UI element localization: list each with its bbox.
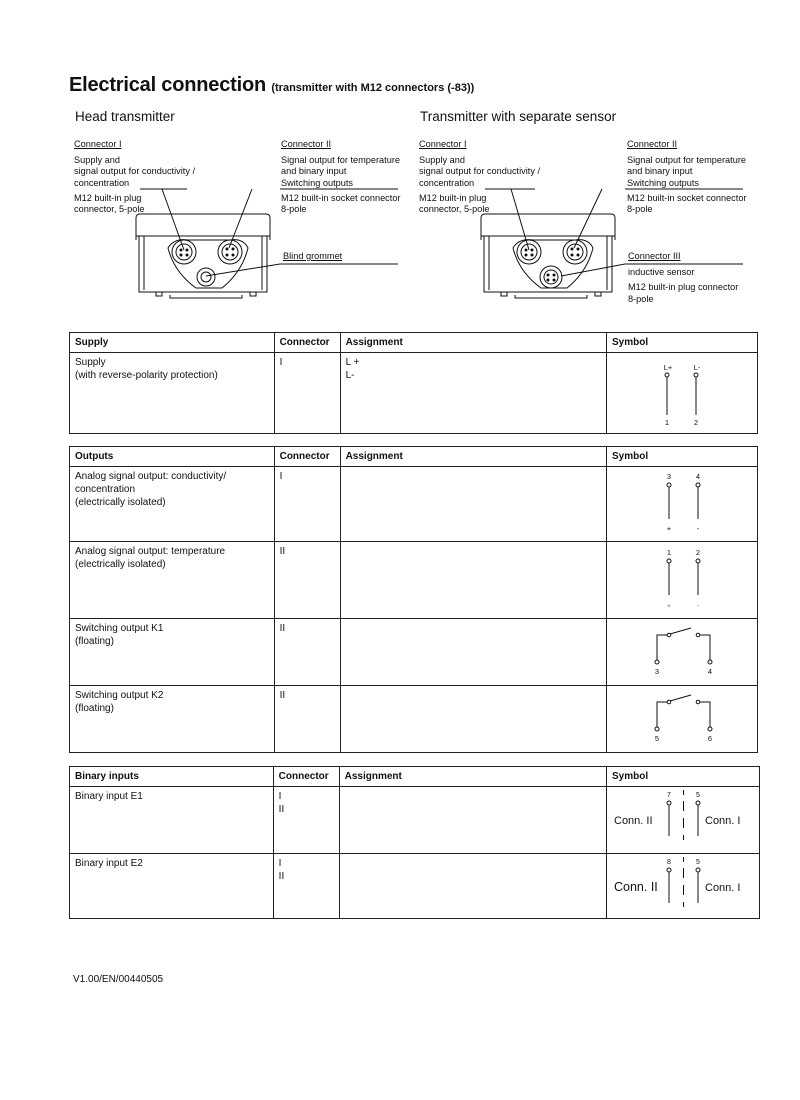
- table-row: [70, 854, 760, 919]
- row-assignment: [340, 467, 606, 542]
- row-name: Binary input E2: [70, 854, 274, 919]
- ht-connector2-desc-1: Signal output for temperature: [281, 155, 400, 166]
- terminal-label: 6: [707, 734, 713, 743]
- connector-line: II: [278, 804, 285, 815]
- separate-sensor-diagram: [475, 177, 745, 305]
- row-symbol: [606, 353, 757, 434]
- table-row: [70, 686, 758, 753]
- connector-line: I: [278, 858, 282, 869]
- symbol-bottom-label: 1: [664, 418, 670, 427]
- row-connector: II: [274, 686, 340, 753]
- analog-output-symbol: [607, 467, 757, 537]
- binary-input-symbol: [607, 787, 759, 849]
- row-name-line: (electrically isolated): [75, 497, 166, 508]
- row-assignment: [340, 686, 606, 753]
- symbol-top-label: 1: [666, 548, 672, 557]
- conn-right-label: Conn. I: [704, 882, 741, 894]
- row-symbol: [606, 542, 757, 619]
- assignment-line: L-: [345, 370, 355, 381]
- row-connector: [273, 854, 339, 919]
- ss-connector2-desc-1: Signal output for temperature: [627, 155, 746, 166]
- row-symbol: [606, 619, 757, 686]
- symbol-col-header: Symbol: [606, 333, 757, 353]
- row-name: [70, 467, 275, 542]
- assignment-line: L +: [345, 357, 360, 368]
- row-connector: [273, 787, 339, 854]
- analog-output-symbol: [607, 542, 757, 614]
- ss-connector1-desc-1: Supply and: [419, 155, 465, 166]
- ss-connector2-plug-1: M12 built-in socket connector: [627, 192, 747, 203]
- ss-connector2-desc-3: Switching outputs: [627, 177, 700, 188]
- row-connector: I: [274, 467, 340, 542]
- binary-table-header: [70, 767, 760, 787]
- table-row: [70, 787, 760, 854]
- row-connector: II: [274, 542, 340, 619]
- symbol-top-label: 4: [695, 472, 701, 481]
- row-assignment: [340, 619, 606, 686]
- row-name-line: Switching output K1: [75, 623, 164, 634]
- terminal-label: 5: [654, 734, 660, 743]
- ht-connector1-name: Connector I: [74, 139, 122, 149]
- row-name-line: Analog signal output: conductivity/: [75, 471, 227, 482]
- pin-label: 7: [667, 792, 671, 799]
- table-row: [70, 353, 758, 434]
- ss-connector2-name: Connector II: [627, 139, 678, 149]
- connector-line: II: [278, 871, 285, 882]
- ht-connector1-desc-1: Supply and: [74, 155, 120, 166]
- row-name-line: Analog signal output: temperature: [75, 546, 226, 557]
- row-symbol: [606, 854, 759, 919]
- outputs-col-header: Outputs: [70, 447, 275, 467]
- symbol-top-label: 2: [695, 548, 701, 557]
- table-row: [70, 619, 758, 686]
- symbol-bottom-label: -: [696, 524, 700, 533]
- row-name-line: Supply: [75, 357, 106, 368]
- row-name-line: Switching output K2: [75, 690, 164, 701]
- symbol-bottom-label: 2: [693, 418, 699, 427]
- supply-col-header: Supply: [70, 333, 275, 353]
- conn-left-label: Conn. II: [613, 880, 658, 894]
- ss-connector2-desc-2: and binary input: [627, 166, 693, 177]
- row-symbol: [606, 467, 757, 542]
- row-name: [70, 686, 275, 753]
- binary-input-symbol: [607, 854, 759, 914]
- ht-connector2-plug-1: M12 built-in socket connector: [281, 192, 401, 203]
- ss-connector1-name: Connector I: [419, 139, 467, 149]
- connector-line: I: [278, 791, 282, 802]
- switch-contact-symbol: [607, 686, 757, 748]
- row-assignment: [339, 787, 606, 854]
- row-name: [70, 542, 275, 619]
- assignment-col-header: Assignment: [340, 447, 606, 467]
- row-name-line: (floating): [75, 703, 114, 714]
- row-name-line: (floating): [75, 636, 114, 647]
- ht-blind-grommet-label: Blind grommet: [283, 251, 343, 261]
- ht-connector1-desc-3: concentration: [74, 177, 130, 188]
- ss-connector3-name: Connector III: [628, 251, 681, 261]
- title-text: Electrical connection: [69, 74, 266, 96]
- ht-connector1-plug-1: M12 built-in plug: [74, 192, 142, 203]
- head-transmitter-diagram: [130, 177, 400, 305]
- row-name-line: (with reverse-polarity protection): [75, 370, 218, 381]
- row-connector: I: [274, 353, 340, 434]
- row-symbol: [606, 787, 759, 854]
- assignment-col-header: Assignment: [339, 767, 606, 787]
- ss-connector3-plug-1: M12 built-in plug connector: [628, 282, 739, 293]
- terminal-label: 3: [654, 667, 660, 676]
- supply-table: [69, 332, 758, 434]
- connector-col-header: Connector: [274, 447, 340, 467]
- row-assignment: [340, 353, 606, 434]
- binary-inputs-table: [69, 766, 760, 919]
- ht-connector2-desc-3: Switching outputs: [281, 177, 354, 188]
- page-title: [69, 74, 474, 97]
- ht-connector2-name: Connector II: [281, 139, 332, 149]
- outputs-table: [69, 446, 758, 753]
- separate-sensor-heading: Transmitter with separate sensor: [420, 109, 617, 124]
- assignment-col-header: Assignment: [340, 333, 606, 353]
- switch-contact-symbol: [607, 619, 757, 681]
- title-subtitle: (transmitter with M12 connectors (-83)): [271, 82, 475, 94]
- ss-connector1-plug-1: M12 built-in plug: [419, 192, 487, 203]
- pin-label: 5: [696, 792, 700, 799]
- ht-connector2-plug-2: 8-pole: [281, 204, 307, 215]
- ss-connector2-plug-2: 8-pole: [627, 204, 653, 215]
- ht-connector2-desc-2: and binary input: [281, 166, 347, 177]
- symbol-bottom-label: +: [666, 601, 672, 610]
- symbol-bottom-label: -: [696, 601, 700, 610]
- connector-col-header: Connector: [273, 767, 339, 787]
- row-name: [70, 353, 275, 434]
- ss-connector1-desc-3: concentration: [419, 177, 475, 188]
- conn-left-label: Conn. II: [613, 815, 653, 827]
- ss-connector3-plug-2: 8-pole: [628, 293, 654, 304]
- row-assignment: [339, 854, 606, 919]
- ss-connector1-desc-2: signal output for conductivity /: [419, 166, 541, 177]
- connector-col-header: Connector: [274, 333, 340, 353]
- row-name-line: (electrically isolated): [75, 559, 166, 570]
- symbol-top-label: L+: [663, 363, 673, 372]
- terminal-label: 4: [707, 667, 713, 676]
- table-row: [70, 467, 758, 542]
- ss-connector1-plug-2: connector, 5-pole: [419, 204, 490, 215]
- ss-connector3-desc-1: inductive sensor: [628, 267, 695, 278]
- pin-label: 5: [696, 859, 700, 866]
- row-assignment: [340, 542, 606, 619]
- table-row: [70, 542, 758, 619]
- document-id: V1.00/EN/00440505: [73, 974, 164, 985]
- row-symbol: [606, 686, 757, 753]
- row-name: Binary input E1: [70, 787, 274, 854]
- binary-inputs-col-header: Binary inputs: [70, 767, 274, 787]
- row-name: [70, 619, 275, 686]
- ht-connector1-desc-2: signal output for conductivity /: [74, 166, 196, 177]
- supply-table-header: [70, 333, 758, 353]
- symbol-bottom-label: +: [666, 524, 672, 533]
- symbol-top-label: L-: [693, 363, 701, 372]
- outputs-table-header: [70, 447, 758, 467]
- head-transmitter-heading: Head transmitter: [75, 109, 175, 124]
- row-name-line: concentration: [75, 484, 136, 495]
- supply-terminal-symbol: [607, 353, 757, 429]
- ht-connector1-plug-2: connector, 5-pole: [74, 204, 145, 215]
- symbol-col-header: Symbol: [606, 767, 759, 787]
- conn-right-label: Conn. I: [704, 815, 741, 827]
- row-connector: II: [274, 619, 340, 686]
- symbol-col-header: Symbol: [606, 447, 757, 467]
- symbol-top-label: 3: [666, 472, 672, 481]
- pin-label: 8: [667, 859, 671, 866]
